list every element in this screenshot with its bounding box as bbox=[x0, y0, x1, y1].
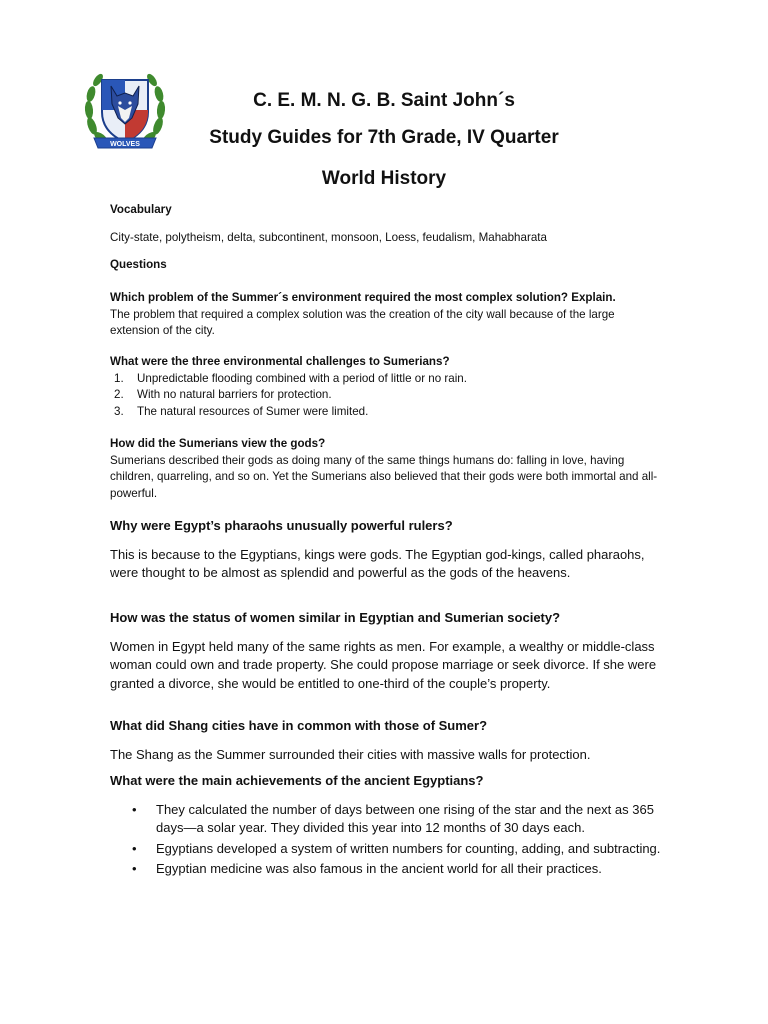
vocabulary-terms: City-state, polytheism, delta, subcontinent, monsoon, Loess, feudalism, Mahabharata bbox=[110, 231, 547, 244]
list-number: 2. bbox=[114, 388, 124, 401]
list-item bbox=[110, 387, 662, 404]
list-item-text: Unpredictable flooding combined with a period of little or no rain. bbox=[137, 371, 467, 385]
answer-text: Women in Egypt held many of the same rights as men. For example, a wealthy or middle-class woman could own and trade property. She could propose marriage or seek divorce. If she were granted a divorce, she would be entitled to one-third of the couple’s property. bbox=[110, 638, 657, 691]
question-text: How did the Sumerians view the gods? bbox=[110, 437, 326, 450]
bullet-list bbox=[110, 801, 662, 879]
list-item-text: Egyptians developed a system of written numbers for counting, adding, and subtracting. bbox=[156, 840, 661, 856]
question-text: What did Shang cities have in common with those of Sumer? bbox=[110, 718, 488, 733]
question-block-3 bbox=[110, 436, 662, 502]
list-item bbox=[110, 860, 662, 879]
answer-text: This is because to the Egyptians, kings were gods. The Egyptian god-kings, called pharaohs, were thought to be almost as splendid and powerful as the gods of the heavens. bbox=[110, 546, 645, 580]
school-title: C. E. M. N. G. B. Saint John´s bbox=[253, 90, 515, 111]
question-block-5 bbox=[110, 609, 662, 693]
bullet-icon: • bbox=[132, 801, 137, 817]
list-number: 1. bbox=[114, 371, 124, 385]
list-item bbox=[110, 371, 662, 388]
list-item bbox=[110, 840, 662, 859]
question-block-2 bbox=[110, 354, 662, 420]
answer-text: The Shang as the Summer surrounded their cities with massive walls for protection. bbox=[110, 746, 591, 762]
logo-banner-text: WOLVES bbox=[110, 141, 140, 148]
list-number: 3. bbox=[114, 404, 124, 418]
list-item-text: With no natural barriers for protection. bbox=[137, 388, 332, 401]
list-item bbox=[110, 404, 662, 421]
question-block-4 bbox=[110, 517, 662, 583]
list-item-text: The natural resources of Sumer were limited. bbox=[137, 404, 369, 418]
question-text: What were the three environmental challenges to Sumerians? bbox=[110, 355, 450, 368]
guide-title: Study Guides for 7th Grade, IV Quarter bbox=[209, 127, 559, 148]
question-text: What were the main achievements of the ancient Egyptians? bbox=[110, 773, 484, 788]
question-text: Why were Egypt’s pharaohs unusually powerful rulers? bbox=[110, 518, 453, 533]
question-text: Which problem of the Summer´s environment required the most complex solution? Explain. bbox=[110, 291, 616, 304]
bullet-icon: • bbox=[132, 861, 137, 876]
subject-title: World History bbox=[321, 168, 447, 189]
answer-text: Sumerians described their gods as doing many of the same things humans do: falling in love, having children, quarreling, and so on. Yet the Sumerians also believed that their gods were both immortal and all-powerful. bbox=[110, 453, 658, 500]
question-block-6 bbox=[110, 717, 662, 764]
questions-heading: Questions bbox=[110, 258, 167, 271]
question-text: How was the status of women similar in Egyptian and Sumerian society? bbox=[110, 610, 561, 625]
list-item bbox=[110, 801, 662, 838]
question-block-1 bbox=[110, 290, 662, 340]
question-block-7 bbox=[110, 772, 662, 881]
numbered-list bbox=[110, 371, 662, 421]
answer-text: The problem that required a complex solution was the creation of the city wall because of the large extension of the city. bbox=[110, 307, 615, 337]
bullet-icon: • bbox=[132, 840, 137, 856]
vocabulary-heading: Vocabulary bbox=[110, 203, 172, 216]
list-item-text: They calculated the number of days between one rising of the star and the next as 365 days—a solar year. They divided this year into 12 months of 30 days each. bbox=[156, 801, 654, 835]
list-item-text: Egyptian medicine was also famous in the ancient world for all their practices. bbox=[156, 861, 602, 876]
